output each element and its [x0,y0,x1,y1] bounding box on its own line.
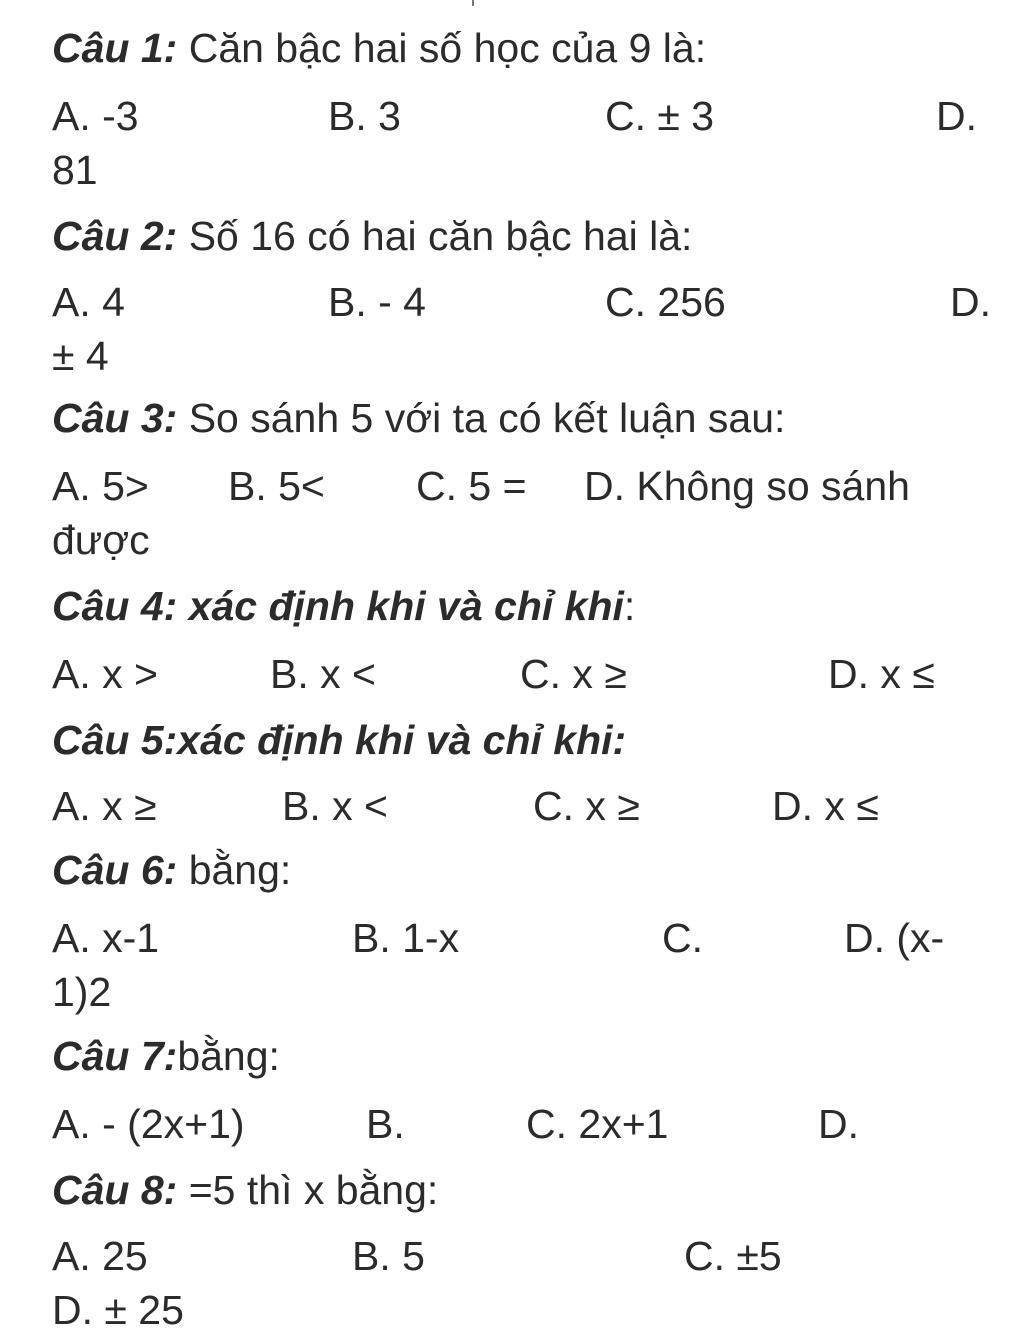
question-6-option-d-wrap: 1)2 [52,969,112,1015]
question-2-option-c: C. 256 [605,279,726,325]
question-1-title [52,25,707,71]
question-7-text: bằng: [177,1033,280,1079]
question-6-title [52,847,292,893]
question-8-option-c: C. ±5 [684,1233,782,1279]
question-6-option-c: C. [662,915,703,961]
question-5-option-a: A. x ≥ [52,783,157,829]
question-2-option-d-wrap: ± 4 [52,333,109,379]
question-3-option-b: B. 5< [228,463,325,509]
question-6-option-a: A. x-1 [52,915,160,961]
question-1-option-b: B. 3 [328,93,401,139]
question-7-option-c: C. 2x+1 [526,1101,669,1147]
question-3-text: So sánh 5 với ta có kết luận sau: [177,395,786,441]
question-5-label: Câu 5:xác định khi và chỉ khi: [52,717,627,763]
question-4-label: Câu 4: xác định khi và chỉ khi [52,583,624,629]
question-2-option-d: D. [950,279,991,325]
question-3-option-c: C. 5 = [416,463,527,509]
question-1-option-d-wrap: 81 [52,147,98,193]
question-6-option-b: B. 1-x [352,915,460,961]
question-3-title [52,395,786,441]
question-1-option-a: A. -3 [52,93,139,139]
question-2-option-a: A. 4 [52,279,125,325]
question-6-text: bằng: [177,847,292,893]
question-2-option-b: B. - 4 [328,279,426,325]
question-3-option-d-wrap: được [52,517,150,563]
question-7-title [52,1033,280,1079]
question-4-option-b: B. x < [270,651,376,697]
question-3-option-a: A. 5> [52,463,149,509]
question-6-label: Câu 6: [52,847,178,893]
question-3-label: Câu 3: [52,395,178,441]
question-7-option-d: D. [818,1101,859,1147]
question-7-option-a: A. - (2x+1) [52,1101,245,1147]
question-2-text: Số 16 có hai căn bậc hai là: [177,213,693,259]
top-edge-mark [472,0,474,6]
question-1-option-d: D. [936,93,977,139]
question-1-option-c: C. ± 3 [605,93,715,139]
question-8-title [52,1167,439,1213]
question-6-option-d: D. (x- [844,915,945,961]
question-2-label: Câu 2: [52,213,178,259]
question-4-option-a: A. x > [52,651,158,697]
question-8-option-b: B. 5 [352,1233,425,1279]
question-8-option-d-wrap: D. ± 25 [52,1287,184,1333]
question-1-text: Căn bậc hai số học của 9 là: [177,25,707,71]
question-8-label: Câu 8: [52,1167,178,1213]
question-5-option-d: D. x ≤ [772,783,879,829]
question-4-option-d: D. x ≤ [828,651,935,697]
question-7-label: Câu 7: [52,1033,178,1079]
question-3-option-d: D. Không so sánh [584,463,910,509]
question-5-option-c: C. x ≥ [533,783,640,829]
question-5-option-b: B. x < [282,783,388,829]
question-1-label: Câu 1: [52,25,178,71]
question-4-option-c: C. x ≥ [520,651,627,697]
question-4-text: : [623,583,636,629]
question-7-option-b: B. [366,1101,405,1147]
question-2-title [52,213,693,259]
question-5-title [52,717,627,763]
question-8-text: =5 thì x bằng: [177,1167,439,1213]
question-4-title [52,583,636,629]
question-8-option-a: A. 25 [52,1233,148,1279]
